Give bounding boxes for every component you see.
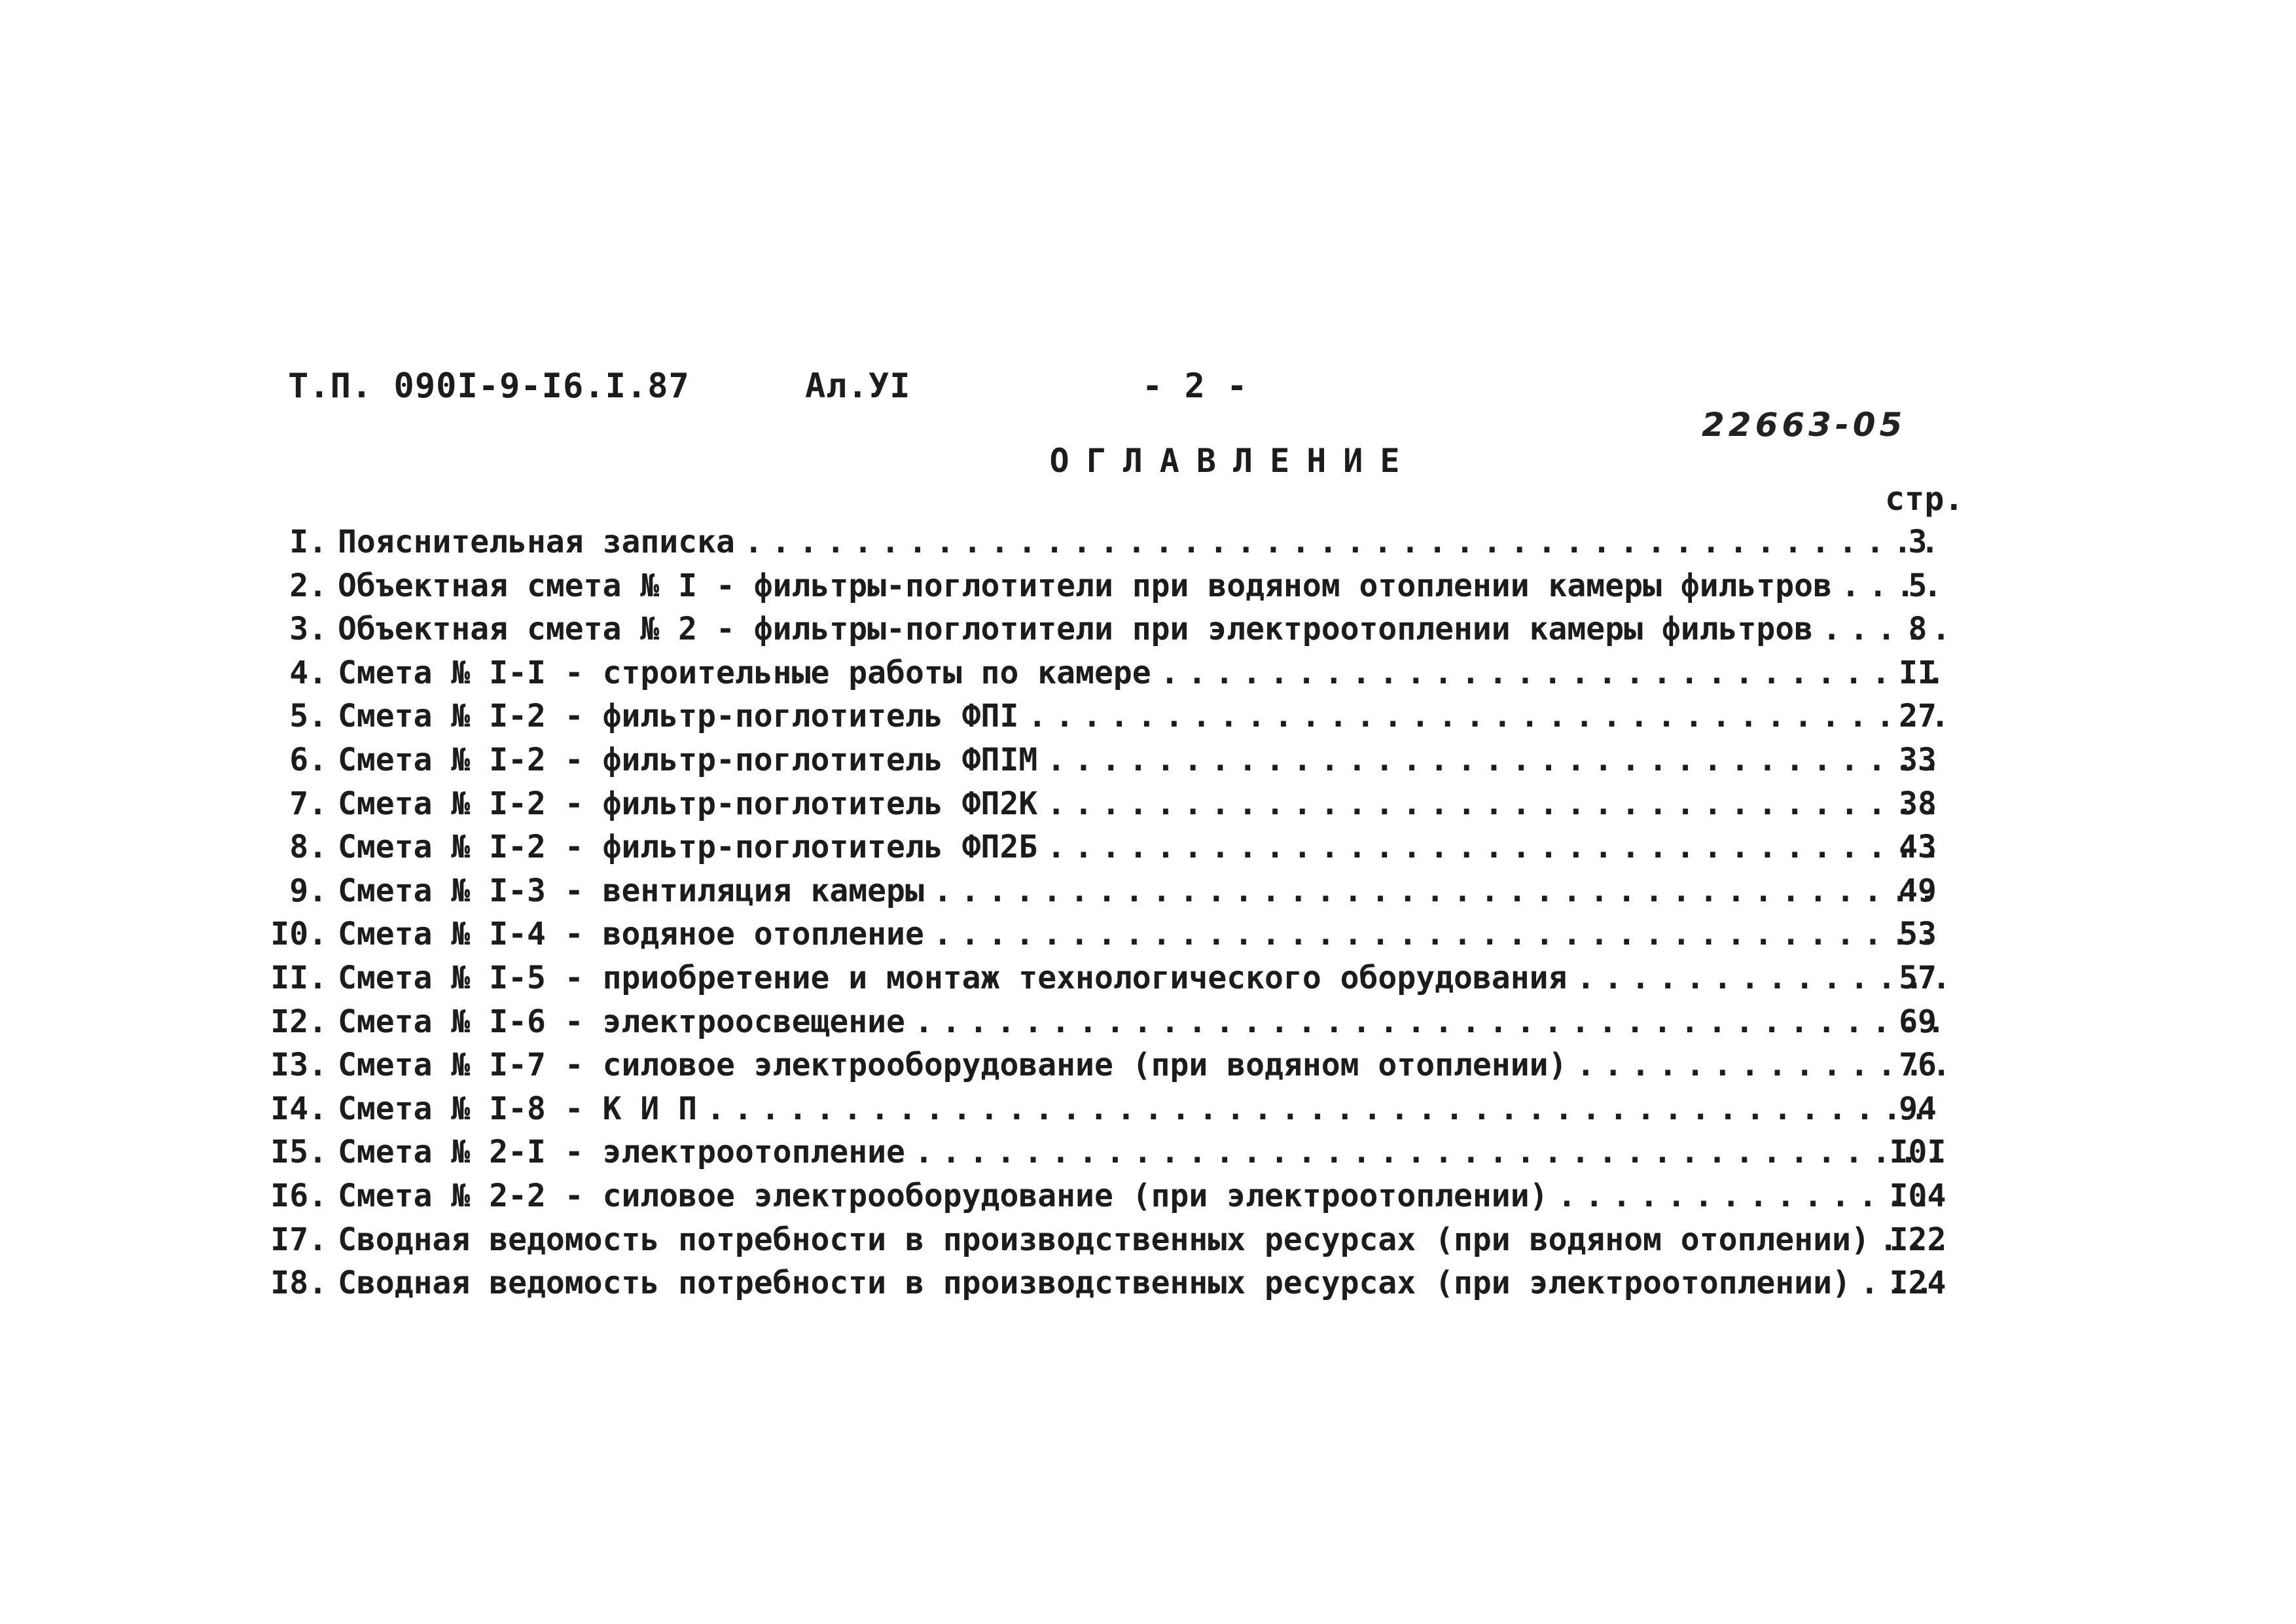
toc-entry-page: 53 bbox=[1899, 916, 1937, 952]
dot-leader bbox=[1160, 655, 1944, 691]
toc-entry-page: 43 bbox=[1899, 829, 1937, 865]
toc-entry-number: 5. bbox=[289, 698, 327, 734]
toc-entry-title: Смета № I-2 - фильтр-поглотитель ФПIМ bbox=[338, 742, 1038, 778]
toc-entry-number: 7. bbox=[289, 785, 327, 822]
toc-entry-page: II bbox=[1899, 655, 1937, 691]
toc-entry-title: Смета № I-2 - фильтр-поглотитель ФП2К bbox=[338, 785, 1038, 822]
toc-entry-title: Сводная ведомость потребности в производственных ресурсах (при водяном отоплении) bbox=[338, 1221, 1870, 1258]
toc-entry bbox=[262, 953, 1950, 996]
toc-entry-page: 94 bbox=[1899, 1091, 1937, 1127]
toc-entry-number: I5. bbox=[270, 1134, 327, 1170]
toc-entry-page: I24 bbox=[1889, 1265, 1946, 1301]
toc-entry-number: I. bbox=[289, 524, 327, 560]
toc-entry-page: 69 bbox=[1899, 1003, 1937, 1040]
toc-entry bbox=[262, 866, 1950, 909]
dot-leader bbox=[914, 1134, 1944, 1170]
toc-entry-title: Смета № I-7 - силовое электрооборудование (при водяном отоплении) bbox=[338, 1047, 1568, 1083]
toc-entry bbox=[262, 691, 1950, 734]
page-column-label: стр. bbox=[1885, 480, 1964, 518]
toc-entry bbox=[262, 909, 1950, 952]
toc-entry-number: I3. bbox=[270, 1047, 327, 1083]
toc-entry-title: Смета № I-I - строительные работы по камере bbox=[338, 655, 1151, 691]
toc-entry-title: Смета № 2-2 - силовое электрооборудование (при электроотоплении) bbox=[338, 1178, 1549, 1214]
toc-entry bbox=[262, 779, 1950, 822]
toc-entry-number: I8. bbox=[270, 1265, 327, 1301]
toc-entry-number: II. bbox=[270, 960, 327, 996]
toc-entry-page: 57 bbox=[1899, 960, 1937, 996]
toc-entry-number: 6. bbox=[289, 742, 327, 778]
toc-entry-number: I4. bbox=[270, 1091, 327, 1127]
toc-title: ОГЛАВЛЕНИЕ bbox=[1049, 442, 1417, 480]
toc-entry-number: 9. bbox=[289, 873, 327, 909]
toc-entry-title: Пояснительная записка bbox=[338, 524, 735, 560]
toc-entry bbox=[262, 1171, 1950, 1214]
toc-entry-title: Смета № I-6 - электроосвещение bbox=[338, 1003, 905, 1040]
dot-leader bbox=[1047, 785, 1944, 822]
toc-entry bbox=[262, 1040, 1950, 1083]
toc-entry-page: 5 bbox=[1908, 568, 1928, 604]
dot-leader bbox=[933, 873, 1944, 909]
toc-entry-page: I22 bbox=[1889, 1221, 1946, 1258]
toc-entry-page: I0I bbox=[1889, 1134, 1946, 1170]
dot-leader bbox=[1047, 742, 1944, 778]
toc-entry-title: Смета № I-5 - приобретение и монтаж технологического оборудования bbox=[338, 960, 1568, 996]
dot-leader bbox=[914, 1003, 1944, 1040]
toc-entry-page: 8 bbox=[1908, 611, 1928, 647]
toc-entry-page: 49 bbox=[1899, 873, 1937, 909]
toc-entry bbox=[262, 604, 1950, 647]
toc-entry-title: Объектная смета № I - фильтры-поглотители при водяном отоплении камеры фильтров bbox=[338, 568, 1832, 604]
toc-entry-page: 38 bbox=[1899, 785, 1937, 822]
toc-entry bbox=[262, 997, 1950, 1040]
toc-entry-page: 3 bbox=[1908, 524, 1928, 560]
toc-entry-number: 8. bbox=[289, 829, 327, 865]
dot-leader bbox=[1028, 698, 1944, 734]
toc-entry bbox=[262, 1127, 1950, 1170]
toc-entry-title: Объектная смета № 2 - фильтры-поглотители при электроотоплении камеры фильтров bbox=[338, 611, 1814, 647]
toc-entry-number: 4. bbox=[289, 655, 327, 691]
toc-entry bbox=[262, 561, 1950, 604]
toc-entry-number: I2. bbox=[270, 1003, 327, 1040]
handwritten-inventory-number: 22663-05 bbox=[1702, 406, 1907, 444]
dot-leader bbox=[933, 916, 1944, 952]
toc-entry bbox=[262, 1084, 1950, 1127]
document-code: Т.П. 090I-9-I6.I.87 bbox=[288, 367, 690, 406]
toc-entry-title: Смета № I-2 - фильтр-поглотитель ФП2Б bbox=[338, 829, 1038, 865]
toc-entry-page: 33 bbox=[1899, 742, 1937, 778]
dot-leader bbox=[744, 524, 1944, 560]
album-number: Ал.УI bbox=[805, 367, 911, 406]
toc-entry-title: Смета № 2-I - электроотопление bbox=[338, 1134, 905, 1170]
toc-entry bbox=[262, 822, 1950, 865]
toc-entry bbox=[262, 517, 1950, 560]
toc-entry bbox=[262, 735, 1950, 778]
toc-entry-title: Сводная ведомость потребности в производственных ресурсах (при электроотоплении) bbox=[338, 1265, 1851, 1301]
toc-entry-number: 3. bbox=[289, 611, 327, 647]
toc-entry-title: Смета № I-4 - водяное отопление bbox=[338, 916, 924, 952]
toc-entry-number: I7. bbox=[270, 1221, 327, 1258]
toc-entry-page: 27 bbox=[1899, 698, 1937, 734]
toc-entry bbox=[262, 648, 1950, 691]
toc-entry bbox=[262, 1258, 1950, 1301]
toc-entry-number: 2. bbox=[289, 568, 327, 604]
toc-entry-number: I0. bbox=[270, 916, 327, 952]
page-number: - 2 - bbox=[1142, 367, 1248, 406]
toc-entry-title: Смета № I-3 - вентиляция камеры bbox=[338, 873, 924, 909]
toc-entry bbox=[262, 1215, 1950, 1258]
dot-leader bbox=[1047, 829, 1944, 865]
toc-entry-number: I6. bbox=[270, 1178, 327, 1214]
toc-entry-page: I04 bbox=[1889, 1178, 1946, 1214]
toc-entry-page: 76 bbox=[1899, 1047, 1937, 1083]
toc-entry-title: Смета № I-8 - К И П bbox=[338, 1091, 698, 1127]
toc-entry-title: Смета № I-2 - фильтр-поглотитель ФПI bbox=[338, 698, 1019, 734]
dot-leader bbox=[706, 1091, 1944, 1127]
